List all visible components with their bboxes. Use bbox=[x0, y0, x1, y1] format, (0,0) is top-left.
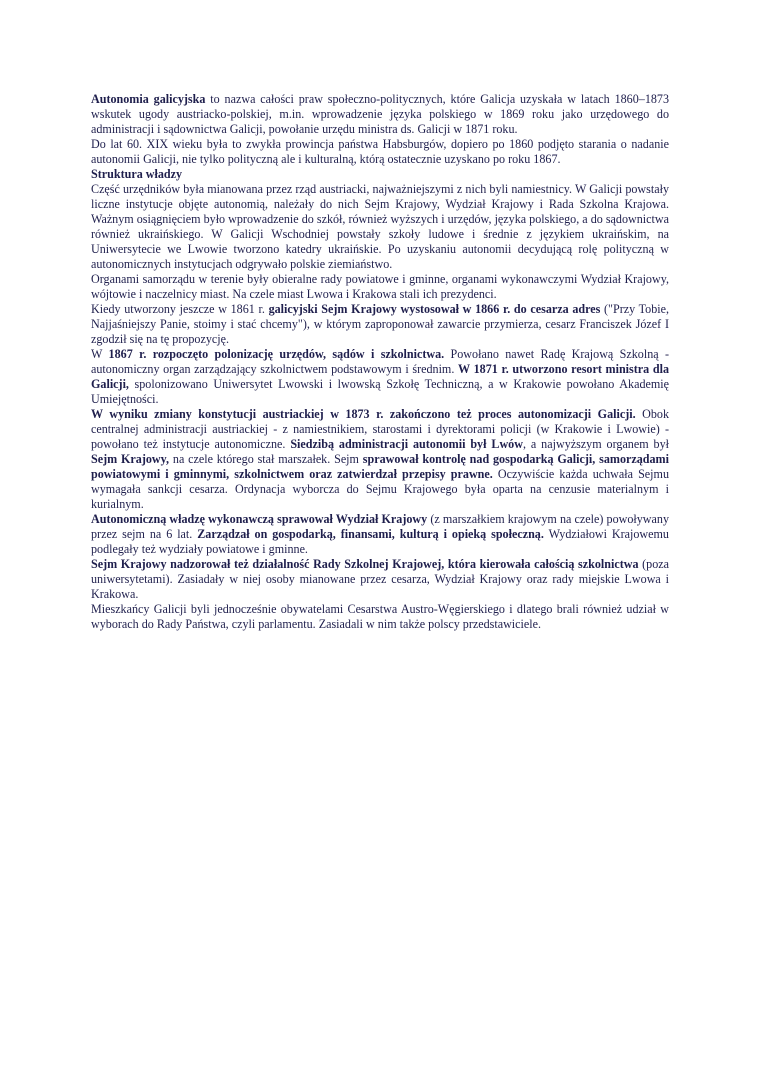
constitution-text-b: Obok centralnej administracji austriackiej - z namiestnikiem, starostami i dyrektorami policji (w Krakowie i Lwowie) - powołano też instytucje autonomiczne. bbox=[91, 407, 669, 451]
address-paragraph bbox=[91, 302, 669, 347]
polonization-text-c: Powołano nawet Radę Krajową Szkolną - autonomiczny organ zarządzający szkolnictwem podstawowym i średnim. bbox=[91, 347, 669, 376]
address-text-a: Kiedy utworzony jeszcze w 1861 r. bbox=[91, 302, 269, 316]
address-bold: galicyjski Sejm Krajowy wystosował w 1866 r. do cesarza adres bbox=[268, 302, 601, 316]
constitution-bold-e: Sejm Krajowy, bbox=[91, 452, 170, 466]
intro-paragraph bbox=[91, 92, 669, 137]
executive-bold-a: Autonomiczną władzę wykonawczą sprawował Wydział Krajowy bbox=[91, 512, 428, 526]
constitution-bold-c: Siedzibą administracji autonomii był Lwów bbox=[290, 437, 523, 451]
school-council-bold: Sejm Krajowy nadzorował też działalność Rady Szkolnej Krajowej, która kierowała całością szkolnictwa bbox=[91, 557, 639, 571]
executive-text-b: (z marszałkiem krajowym na czele) powoływany przez sejm na 6 lat. bbox=[91, 512, 670, 541]
selfgov-paragraph: Organami samorządu w terenie były obieralne rady powiatowe i gminne, organami wykonawczymi Wydział Krajowy, wójtowie i naczelnicy miast. Na czele miast Lwowa i Krakowa stali ich prezydenci. bbox=[91, 272, 669, 301]
history-paragraph: Do lat 60. XIX wieku była to zwykła prowincja państwa Habsburgów, dopiero po 1860 podjęto starania o nadanie autonomii Galicji, nie tylko polityczną ale i kulturalną, którą ostatecznie uzyskano po roku 1867. bbox=[91, 137, 669, 166]
polonization-text-e: spolonizowano Uniwersytet Lwowski i lwowską Szkołę Techniczną, a w Krakowie powołano Akademię Umiejętności. bbox=[91, 377, 669, 406]
constitution-bold-g: sprawował kontrolę nad gospodarką Galicji, samorządami powiatowymi i gminnymi, szkolnictwem oraz zatwierdzał przepisy prawne. bbox=[91, 452, 669, 481]
school-council-text: (poza uniwersytetami). Zasiadały w niej osoby mianowane przez cesarza, Wydział Krajowy oraz rady miejskie Lwowa i Krakowa. bbox=[91, 557, 670, 601]
executive-bold-c: Zarządzał on gospodarką, finansami, kulturą i opieką społeczną. bbox=[197, 527, 544, 541]
school-council-paragraph bbox=[91, 557, 669, 602]
citizens-paragraph: Mieszkańcy Galicji byli jednocześnie obywatelami Cesarstwa Austro-Węgierskiego i dlatego brali również udział w wyborach do Rady Państwa, czyli parlamentu. Zasiadali w nim także polscy przedstawiciele. bbox=[91, 602, 669, 631]
intro-text: to nazwa całości praw społeczno-politycznych, które Galicja uzyskała w latach 1860–1873 wskutek ugody austriacko-polskiej, m.in. wprowadzenie języka polskiego w 1869 roku jako urzędowego do administracji i sądownictwa Galicji, powołanie urzędu ministra ds. Galicji w 1871 roku. bbox=[91, 92, 670, 136]
address-text-c: ("Przy Tobie, Najjaśniejszy Panie, stoimy i stać chcemy"), w którym zaproponował zawarcie przymierza, cesarz Franciszek Józef I zgodził się na tę propozycję. bbox=[91, 302, 669, 346]
executive-text-d: Wydziałowi Krajowemu podlegały też wydziały powiatowe i gminne. bbox=[91, 527, 669, 556]
polonization-bold-b: 1867 r. rozpoczęto polonizację urzędów, sądów i szkolnictwa. bbox=[108, 347, 445, 361]
constitution-text-h: Oczywiście każda uchwała Sejmu wymagała sankcji cesarza. Ordynacja wyborcza do Sejmu Krajowego była oparta na cenzusie materialnym i kurialnym. bbox=[91, 467, 669, 511]
polonization-paragraph bbox=[91, 347, 669, 407]
document-page bbox=[91, 92, 669, 632]
polonization-text-a: W bbox=[91, 347, 109, 361]
constitution-bold-a: W wyniku zmiany konstytucji austriackiej w 1873 r. zakończono też proces autonomizacji Galicji. bbox=[91, 407, 636, 421]
section-heading-structure: Struktura władzy bbox=[91, 167, 183, 181]
polonization-bold-d: W 1871 r. utworzono resort ministra dla Galicji, bbox=[91, 362, 669, 391]
officials-paragraph: Część urzędników była mianowana przez rząd austriacki, najważniejszymi z nich byli namiestnicy. W Galicji powstały liczne instytucje objęte autonomią, należały do nich Sejm Krajowy, Wydział Krajowy i Rada Szkolna Krajowa. Ważnym osiągnięciem było wprowadzenie do szkół, również wyższych i urzędów, języka polskiego, a do sądownictwa również ukraińskiego. W Galicji Wschodniej powstały szkoły ludowe i średnie z językiem ukraińskim, na Uniwersytecie we Lwowie tworzono katedry ukraińskie. Po uzyskaniu autonomii decydującą rolę polityczną w autonomicznych instytucjach odgrywało polskie ziemiaństwo. bbox=[91, 182, 669, 271]
constitution-text-f: na czele którego stał marszałek. Sejm bbox=[169, 452, 363, 466]
constitution-text-d: , a najwyższym organem był bbox=[522, 437, 669, 451]
intro-term: Autonomia galicyjska bbox=[91, 92, 206, 106]
constitution-paragraph bbox=[91, 407, 669, 512]
executive-paragraph bbox=[91, 512, 669, 557]
